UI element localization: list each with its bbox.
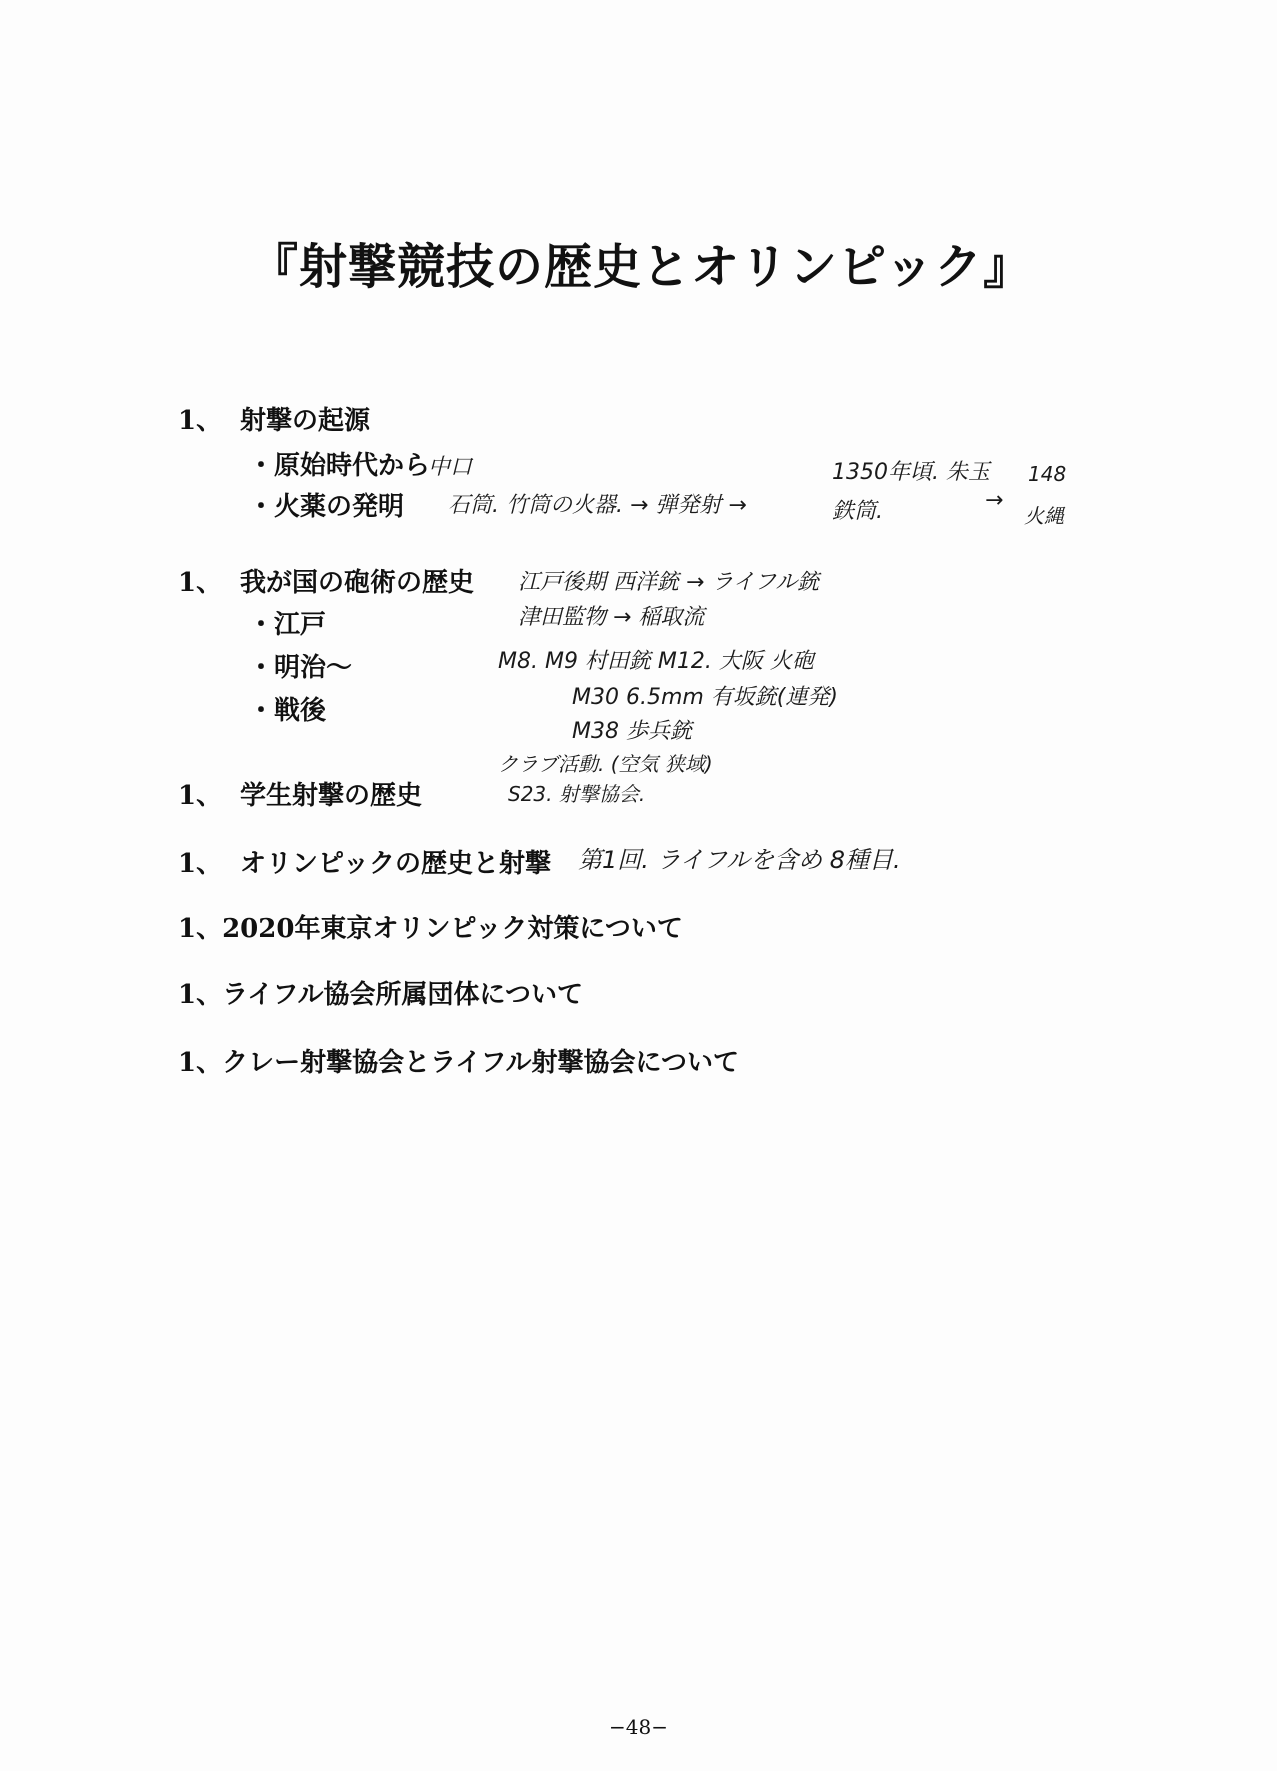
handwritten-note: クラブ活動. (空気 狭域) (498, 752, 713, 776)
section-item: ・戦後 (248, 696, 327, 726)
handwritten-note: 中口 (428, 455, 473, 480)
agenda-line: 1、2020年東京オリンピック対策について (178, 914, 683, 944)
handwritten-note: 148 (1028, 462, 1067, 486)
handwritten-note: 津田監物 → 稲取流 (518, 605, 705, 630)
agenda-line: 1、ライフル協会所属団体について (178, 980, 583, 1010)
handwritten-note: 1350年頃. 朱玉 (832, 460, 990, 485)
section-number: 1、 (178, 849, 223, 879)
handwritten-note: 江戸後期 西洋銃 → ライフル銃 (518, 570, 820, 595)
section-heading: 学生射撃の歴史 (240, 781, 423, 811)
section-item: ・明治～ (248, 653, 353, 683)
handwritten-note: S23. 射撃協会. (508, 782, 646, 806)
page-number: −48− (609, 1715, 668, 1739)
handwritten-note: M30 6.5mm 有坂銃(連発) (572, 685, 838, 710)
handwritten-note: 第1回. ライフルを含め 8種目. (578, 846, 901, 874)
handwritten-note: 鉄筒. (832, 499, 883, 524)
section-item: ・江戸 (248, 610, 327, 640)
section-number: 1、 (178, 406, 223, 436)
document-title: 『射撃競技の歴史とオリンピック』 (250, 239, 1033, 295)
handwritten-note: 石筒. 竹筒の火器. → 弾発射 → (448, 493, 747, 518)
handwritten-note: 火縄 (1024, 504, 1064, 528)
section-heading: 射撃の起源 (240, 406, 371, 436)
section-number: 1、 (178, 781, 223, 811)
handwritten-note: → (985, 488, 1004, 513)
section-heading: オリンピックの歴史と射撃 (240, 849, 551, 879)
section-number: 1、 (178, 568, 223, 598)
section-heading: 我が国の砲術の歴史 (240, 568, 475, 598)
handwritten-note: M8. M9 村田銃 M12. 大阪 火砲 (498, 649, 814, 674)
agenda-line: 1、クレー射撃協会とライフル射撃協会について (178, 1048, 739, 1078)
section-item: ・火薬の発明 (248, 492, 405, 522)
handwritten-note: M38 歩兵銃 (572, 719, 692, 744)
section-item: ・原始時代から (248, 451, 431, 481)
